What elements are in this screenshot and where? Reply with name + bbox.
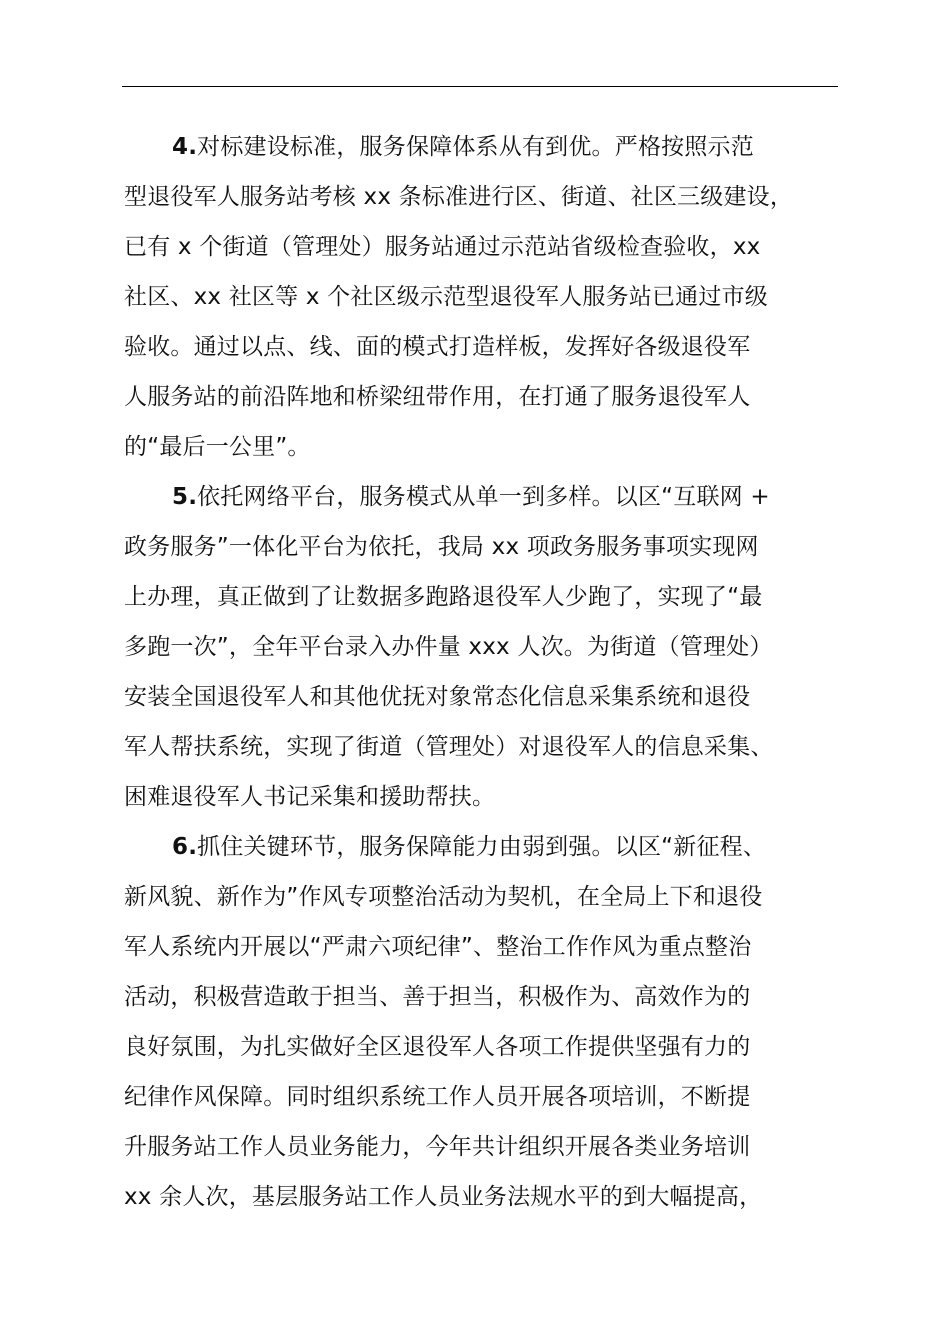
paragraph-4-number: 4.: [172, 134, 198, 160]
paragraph-4-line-1-text: 对标建设标准，服务保障体系从有到优。严格按照示范: [197, 134, 754, 160]
paragraph-5-line-3: 上办理，真正做到了让数据多跑路退役军人少跑了，实现了“最: [124, 584, 763, 610]
paragraph-5-line-1: [124, 472, 836, 522]
paragraph-6-line-3: 军人系统内开展以“严肃六项纪律”、整治工作作风为重点整治: [124, 934, 752, 960]
document-body: [124, 122, 836, 1222]
paragraph-5-line-6: 军人帮扶系统，实现了街道（管理处）对退役军人的信息采集、: [124, 734, 774, 760]
paragraph-5-line-1-text: 依托网络平台，服务模式从单一到多样。以区“互联网 +: [197, 484, 770, 510]
paragraph-4-line-6: 人服务站的前沿阵地和桥梁纽带作用，在打通了服务退役军人: [124, 384, 751, 410]
paragraph-5-number: 5.: [172, 484, 198, 510]
paragraph-4-line-5: 验收。通过以点、线、面的模式打造样板，发挥好各级退役军: [124, 334, 751, 360]
paragraph-4-line-4: 社区、xx 社区等 x 个社区级示范型退役军人服务站已通过市级: [124, 284, 768, 310]
paragraph-5-line-5: 安装全国退役军人和其他优抚对象常态化信息采集系统和退役: [124, 684, 751, 710]
paragraph-6-line-6: 纪律作风保障。同时组织系统工作人员开展各项培训，不断提: [124, 1084, 751, 1110]
header-rule: [122, 86, 838, 87]
paragraph-6-line-5: 良好氛围，为扎实做好全区退役军人各项工作提供坚强有力的: [124, 1034, 751, 1060]
paragraph-6-line-2: 新风貌、新作为”作风专项整治活动为契机，在全局上下和退役: [124, 884, 763, 910]
paragraph-6-line-7: 升服务站工作人员业务能力，今年共计组织开展各类业务培训: [124, 1134, 751, 1160]
paragraph-4-line-3: 已有 x 个街道（管理处）服务站通过示范站省级检查验收，xx: [124, 234, 761, 260]
paragraph-4-line-7: 的“最后一公里”。: [124, 434, 311, 460]
paragraph-4-line-2: 型退役军人服务站考核 xx 条标准进行区、街道、社区三级建设，: [124, 184, 794, 210]
paragraph-6-line-4: 活动，积极营造敢于担当、善于担当，积极作为、高效作为的: [124, 984, 751, 1010]
paragraph-4-line-1: [124, 122, 836, 172]
paragraph-5-line-2: 政务服务”一体化平台为依托，我局 xx 项政务服务事项实现网: [124, 534, 759, 560]
paragraph-6-line-1: [124, 822, 836, 872]
paragraph-6-line-1-text: 抓住关键环节，服务保障能力由弱到强。以区“新征程、: [197, 834, 767, 860]
paragraph-6-number: 6.: [172, 834, 198, 860]
paragraph-5-line-7: 困难退役军人书记采集和援助帮扶。: [124, 784, 496, 810]
paragraph-6-line-8: xx 余人次，基层服务站工作人员业务法规水平的到大幅提高，: [124, 1184, 763, 1210]
paragraph-5-line-4: 多跑一次”，全年平台录入办件量 xxx 人次。为街道（管理处）: [124, 634, 773, 660]
